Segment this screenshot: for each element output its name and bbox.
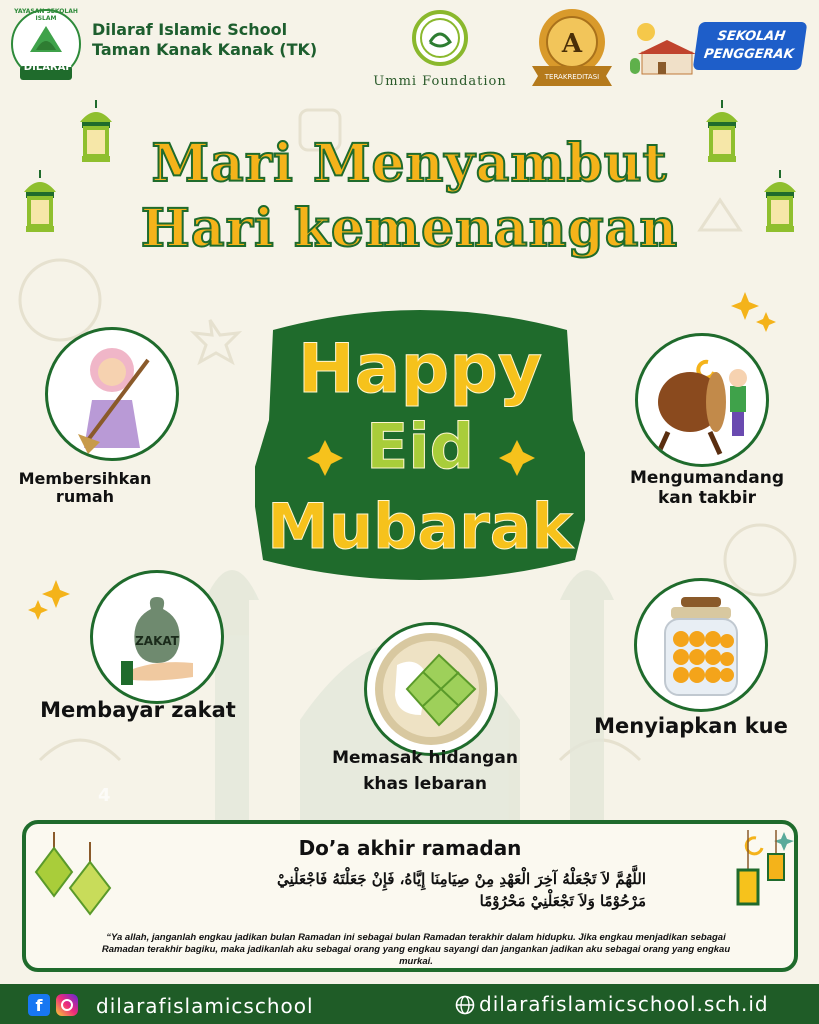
penggerak-line1: SEKOLAH <box>716 29 787 44</box>
happy-text: Happy <box>297 330 543 409</box>
activity-clean-label: Membersihkan rumah <box>18 469 152 506</box>
eid-text: Eid <box>366 410 474 483</box>
doa-box <box>22 820 798 972</box>
akred-ribbon: TERAKREDITASI <box>544 73 600 81</box>
activity-zakat-label: Membayar zakat <box>40 698 236 722</box>
activity-takbir-line2: kan takbir <box>657 488 757 508</box>
activity-takbir-line1: Mengumandang <box>629 468 785 488</box>
zakat-bag-icon <box>93 573 221 701</box>
page-number: 4 <box>98 785 111 806</box>
hanging-lanterns-icon <box>726 830 796 920</box>
school-line1: Dilaraf Islamic School <box>92 20 288 39</box>
doa-arabic <box>176 868 646 912</box>
sparkle-icon <box>730 290 780 340</box>
happy-eid-mubarak-graphic <box>255 300 585 590</box>
doa-arabic-line1: اللَّهُمَّ لاَ تَجْعَلْهُ آخِرَ الْعَهْدِ مِنْ صِيَامِنَا إِيَّاهُ، فَإِنْ جَعَلْتَهُ فَاجْعَلْنِيْ <box>276 870 646 888</box>
website-link[interactable]: dilarafislamicschool.sch.id <box>479 992 769 1016</box>
doa-title: Do’a akhir ramadan <box>298 836 522 860</box>
logo-arc-text: YAYASAN SEKOLAH ISLAM <box>14 8 78 22</box>
akreditasi-badge <box>526 6 618 88</box>
logo-brand: DILARAF <box>23 62 73 73</box>
school-line2: Taman Kanak Kanak (TK) <box>92 40 318 59</box>
cooking-circle <box>364 622 498 756</box>
ummi-foundation-logo <box>365 8 515 98</box>
sparkle-icon <box>26 578 76 628</box>
penggerak-line2: PENGGERAK <box>702 47 795 62</box>
sekolah-penggerak-logo <box>628 18 808 80</box>
takbir-circle <box>635 333 769 467</box>
title-line1: Mari Menyambut <box>151 133 668 194</box>
school-name <box>92 20 317 60</box>
social-handle[interactable]: dilarafislamicschool <box>96 994 314 1018</box>
ummi-text: Ummi Foundation <box>373 74 507 89</box>
ketupat-dish-icon <box>367 625 495 753</box>
akred-letter: A <box>561 29 583 59</box>
girl-sweeping-icon <box>48 330 176 458</box>
zakat-bag-text: ZAKAT <box>135 634 179 648</box>
facebook-icon[interactable]: f <box>28 994 50 1016</box>
zakat-circle <box>90 570 224 704</box>
doa-translation: “Ya allah, janganlah engkau jadikan bulan Ramadan ini sebagai bulan Ramadan terakhir dalam hidupku. Jika engkau menjadikan sebagai Ramadan terakhir bagiku, maka jadikanlah aku sebagai orang yang engkau sayangi dan jangankan jadikan aku sebagai orang yang engkau murkai. <box>101 932 731 967</box>
cake-circle <box>634 578 768 712</box>
cleaning-circle <box>45 327 179 461</box>
instagram-icon[interactable] <box>56 994 78 1016</box>
school-building-icon <box>628 18 698 80</box>
ummi-emblem-icon <box>412 8 468 68</box>
cookie-jar-icon <box>637 581 765 709</box>
title-line2: Hari kemenangan <box>140 198 679 259</box>
bedug-drum-icon <box>638 336 766 464</box>
doa-arabic-line2: مَرْحُوْمًا وَلاَ تَجْعَلْنِيْ مَحْرُوْمًا <box>479 892 646 910</box>
activity-cook-line2: khas lebaran <box>363 774 487 794</box>
activity-cake-label: Menyiapkan kue <box>594 714 788 738</box>
activity-takbir-label <box>612 468 802 508</box>
activity-cook-label <box>325 745 525 797</box>
mubarak-text: Mubarak <box>267 490 573 563</box>
activity-cook-line1: Memasak hidangan <box>332 748 518 768</box>
globe-icon <box>455 995 475 1015</box>
